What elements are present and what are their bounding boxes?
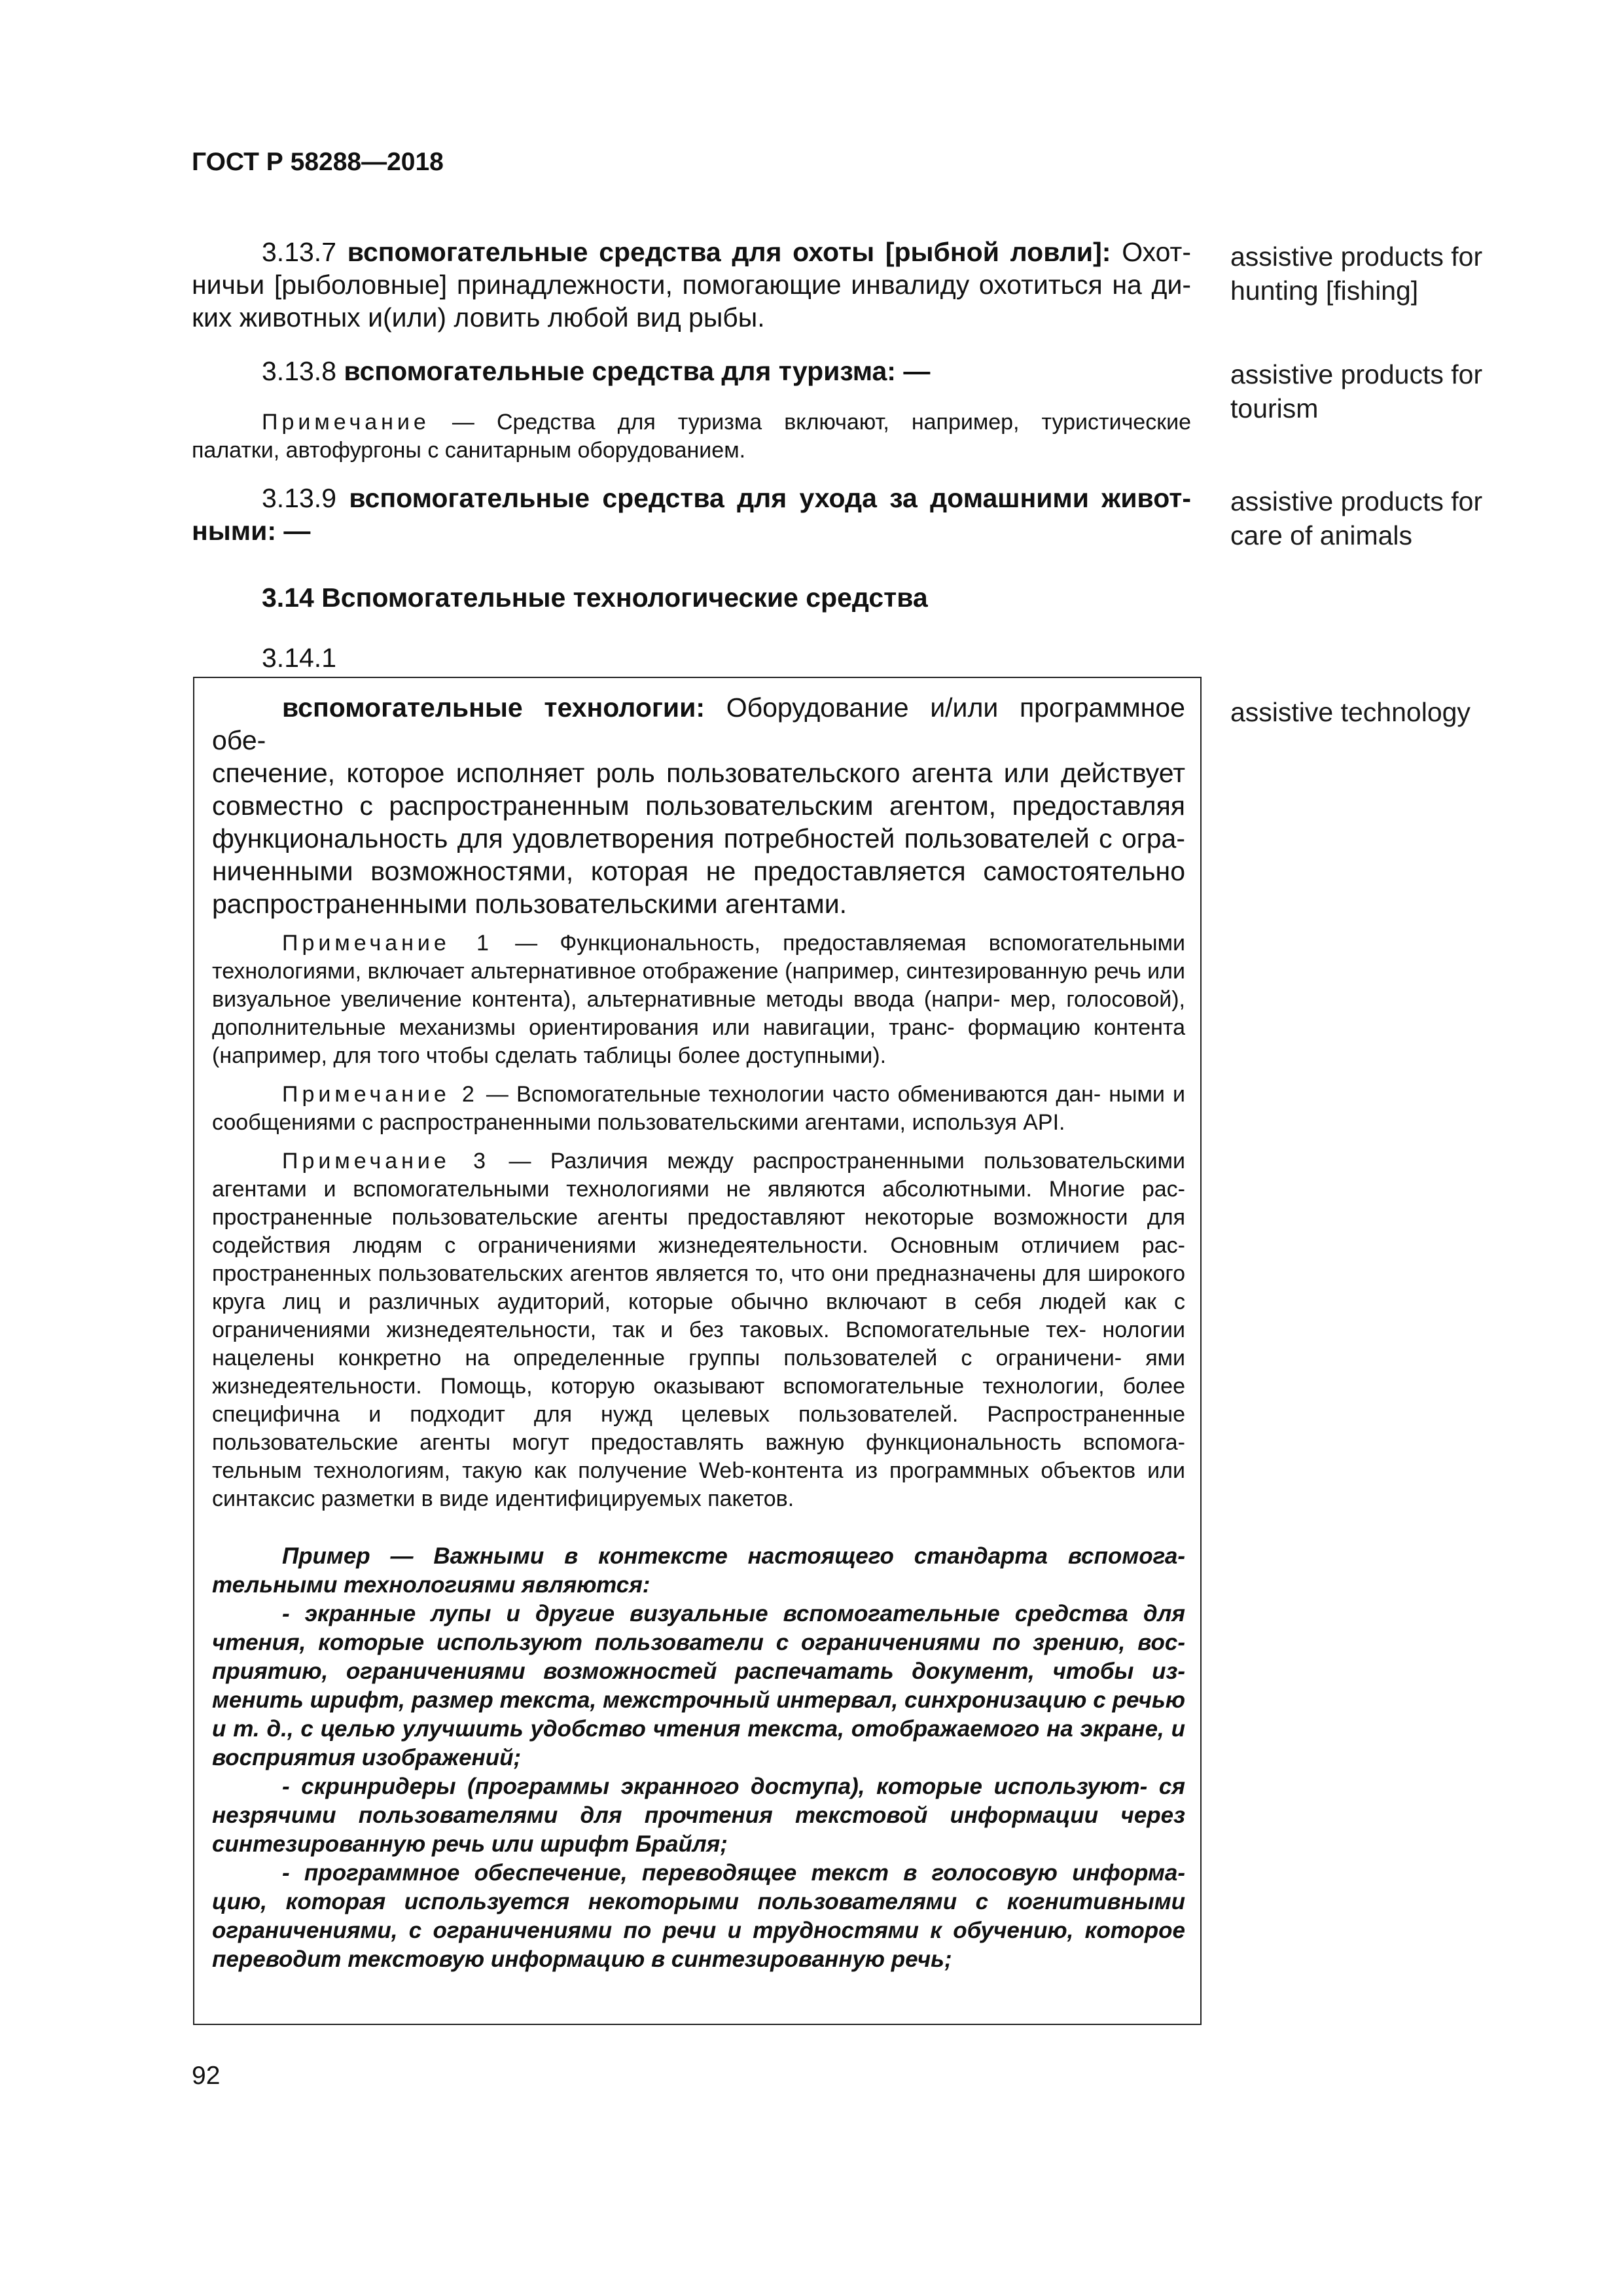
english-term-line: assistive products for xyxy=(1230,242,1483,272)
example-item: - скринридеры (программы экранного доступа), которые используют- ся незрячими пользователями для прочтения текстовой информации через синтезированную речь или шрифт Брайля; xyxy=(212,1774,1185,1857)
page-number: 92 xyxy=(192,2062,221,2090)
section-number: 3.13.7 xyxy=(262,237,336,267)
note-2 xyxy=(212,1081,1185,1137)
example-intro: Пример — Важными в контексте настоящего стандарта вспомога- тельными технологиями являются: xyxy=(212,1543,1185,1598)
definition-text: Оборудование и/или программное обе- xyxy=(212,692,1185,755)
english-term-line: assistive products for xyxy=(1230,486,1483,516)
section-number: 3.13.9 xyxy=(262,483,336,513)
definition-text: спечение, которое исполняет роль пользовательского агента или действует xyxy=(212,758,1185,788)
english-term-line: hunting [fishing] xyxy=(1230,276,1419,306)
definition-text: ких животных и(или) ловить любой вид рыбы. xyxy=(192,302,765,332)
definition-text: ничьи [рыболовные] принадлежности, помогающие инвалиду охотиться на ди- xyxy=(192,270,1191,300)
definition-text: совместно с распространенным пользовательским агентом, предоставляя xyxy=(212,791,1185,821)
note-text: — Функциональность, предоставляемая вспомогательными технологиями, включает альтернативное отображение (например, синтезированную речь или визуальное увеличение контента), альтернативные методы ввода (напри- мер, голосовой), дополнительные механизмы ориентирования или навигации, транс- формацию контента (например, для того чтобы сделать таблицы более доступными). xyxy=(212,931,1185,1068)
section-3-13-7 xyxy=(192,236,1191,334)
english-term-3-13-9 xyxy=(1230,484,1571,552)
section-number: 3.13.8 xyxy=(262,356,336,386)
note-3-13-8 xyxy=(192,408,1191,465)
definition-text: Охот- xyxy=(1122,237,1191,267)
definition-text: распространенными пользовательскими агентами. xyxy=(212,889,847,919)
definition-3-14-1 xyxy=(212,691,1185,920)
term: ными: — xyxy=(192,516,311,546)
note-text: — Различия между распространенными пользовательскими агентами и вспомогательными технологиями не являются абсолютными. Многие рас- пространенные пользовательские агенты предоставляют некоторые возможности для содействия людям с ограничениями жизнедеятельности. Основным отличием рас- пространенных пользовательских агентов является то, что они предназначены для широкого круга лиц и различных аудиторий, которые обычно включают в себя людей как с ограничениями жизнедеятельности, так и без таковых. Вспомогательные тех- нологии нацелены конкретно на определенные группы пользователей с ограничени- ями жизнедеятельности. Помощь, которую оказывают вспомогательные технологии, более специфична и подходит для нужд целевых пользователей. Распространенные пользовательские агенты могут предоставлять важную функциональность вспомога- тельным технологиям, такую как получение Web-контента из программных объектов или синтаксис разметки в виде идентифицируемых пакетов. xyxy=(212,1149,1185,1511)
definition-text: функциональность для удовлетворения потребностей пользователей с огра- xyxy=(212,823,1185,853)
section-3-13-9 xyxy=(192,482,1191,547)
section-heading-3-14: 3.14 Вспомогательные технологические средства xyxy=(262,583,928,613)
english-term-3-14-1: assistive technology xyxy=(1230,697,1471,727)
note-text: — Вспомогательные технологии часто обмениваются дан- ными и сообщениями с распространенными пользовательскими агентами, используя API. xyxy=(212,1082,1185,1135)
section-3-13-8 xyxy=(192,355,1191,387)
section-number-3-14-1: 3.14.1 xyxy=(262,643,336,673)
term: вспомогательные средства для туризма: — xyxy=(344,356,931,386)
note-text: — Средства для туризма включают, например, туристические xyxy=(452,410,1191,435)
note-label: Примечание 2 xyxy=(282,1082,478,1107)
term: вспомогательные средства для ухода за домашними живот- xyxy=(349,483,1191,513)
english-term-line: assistive products for xyxy=(1230,359,1483,389)
english-term-line: care of animals xyxy=(1230,520,1413,550)
definition-box-3-14-1 xyxy=(193,677,1202,2025)
note-label: Примечание 3 xyxy=(282,1149,490,1174)
english-term-3-13-8 xyxy=(1230,357,1571,425)
document-id: ГОСТ Р 58288—2018 xyxy=(192,148,444,176)
definition-text: ниченными возможностями, которая не предоставляется самостоятельно xyxy=(212,856,1185,886)
note-label: Примечание xyxy=(262,410,430,435)
note-1 xyxy=(212,929,1185,1070)
example-item: - программное обеспечение, переводящее текст в голосовую информа- цию, которая используется некоторыми пользователями с когнитивными ограничениями, с ограничениями по речи и трудностями к обучению, которое переводит текстовую информацию в синтезированную речь; xyxy=(212,1860,1185,1972)
example-item: - экранные лупы и другие визуальные вспомогательные средства для чтения, которые используют пользователи с ограничениями по зрению, вос- приятию, ограничениями возможностей распечатать документ, чтобы из- менить шрифт, размер текста, межстрочный интервал, синхронизацию с речью и т. д., с целью улучшить удобство чтения текста, отображаемого на экране, и восприятия изображений; xyxy=(212,1601,1185,1770)
english-term-3-13-7 xyxy=(1230,240,1571,308)
note-text: палатки, автофургоны с санитарным оборудованием. xyxy=(192,438,746,463)
english-term-line: tourism xyxy=(1230,393,1319,423)
term: вспомогательные технологии: xyxy=(282,692,705,723)
term: вспомогательные средства для охоты [рыбной ловли]: xyxy=(347,237,1111,267)
note-3 xyxy=(212,1147,1185,1513)
note-label: Примечание 1 xyxy=(282,931,493,956)
